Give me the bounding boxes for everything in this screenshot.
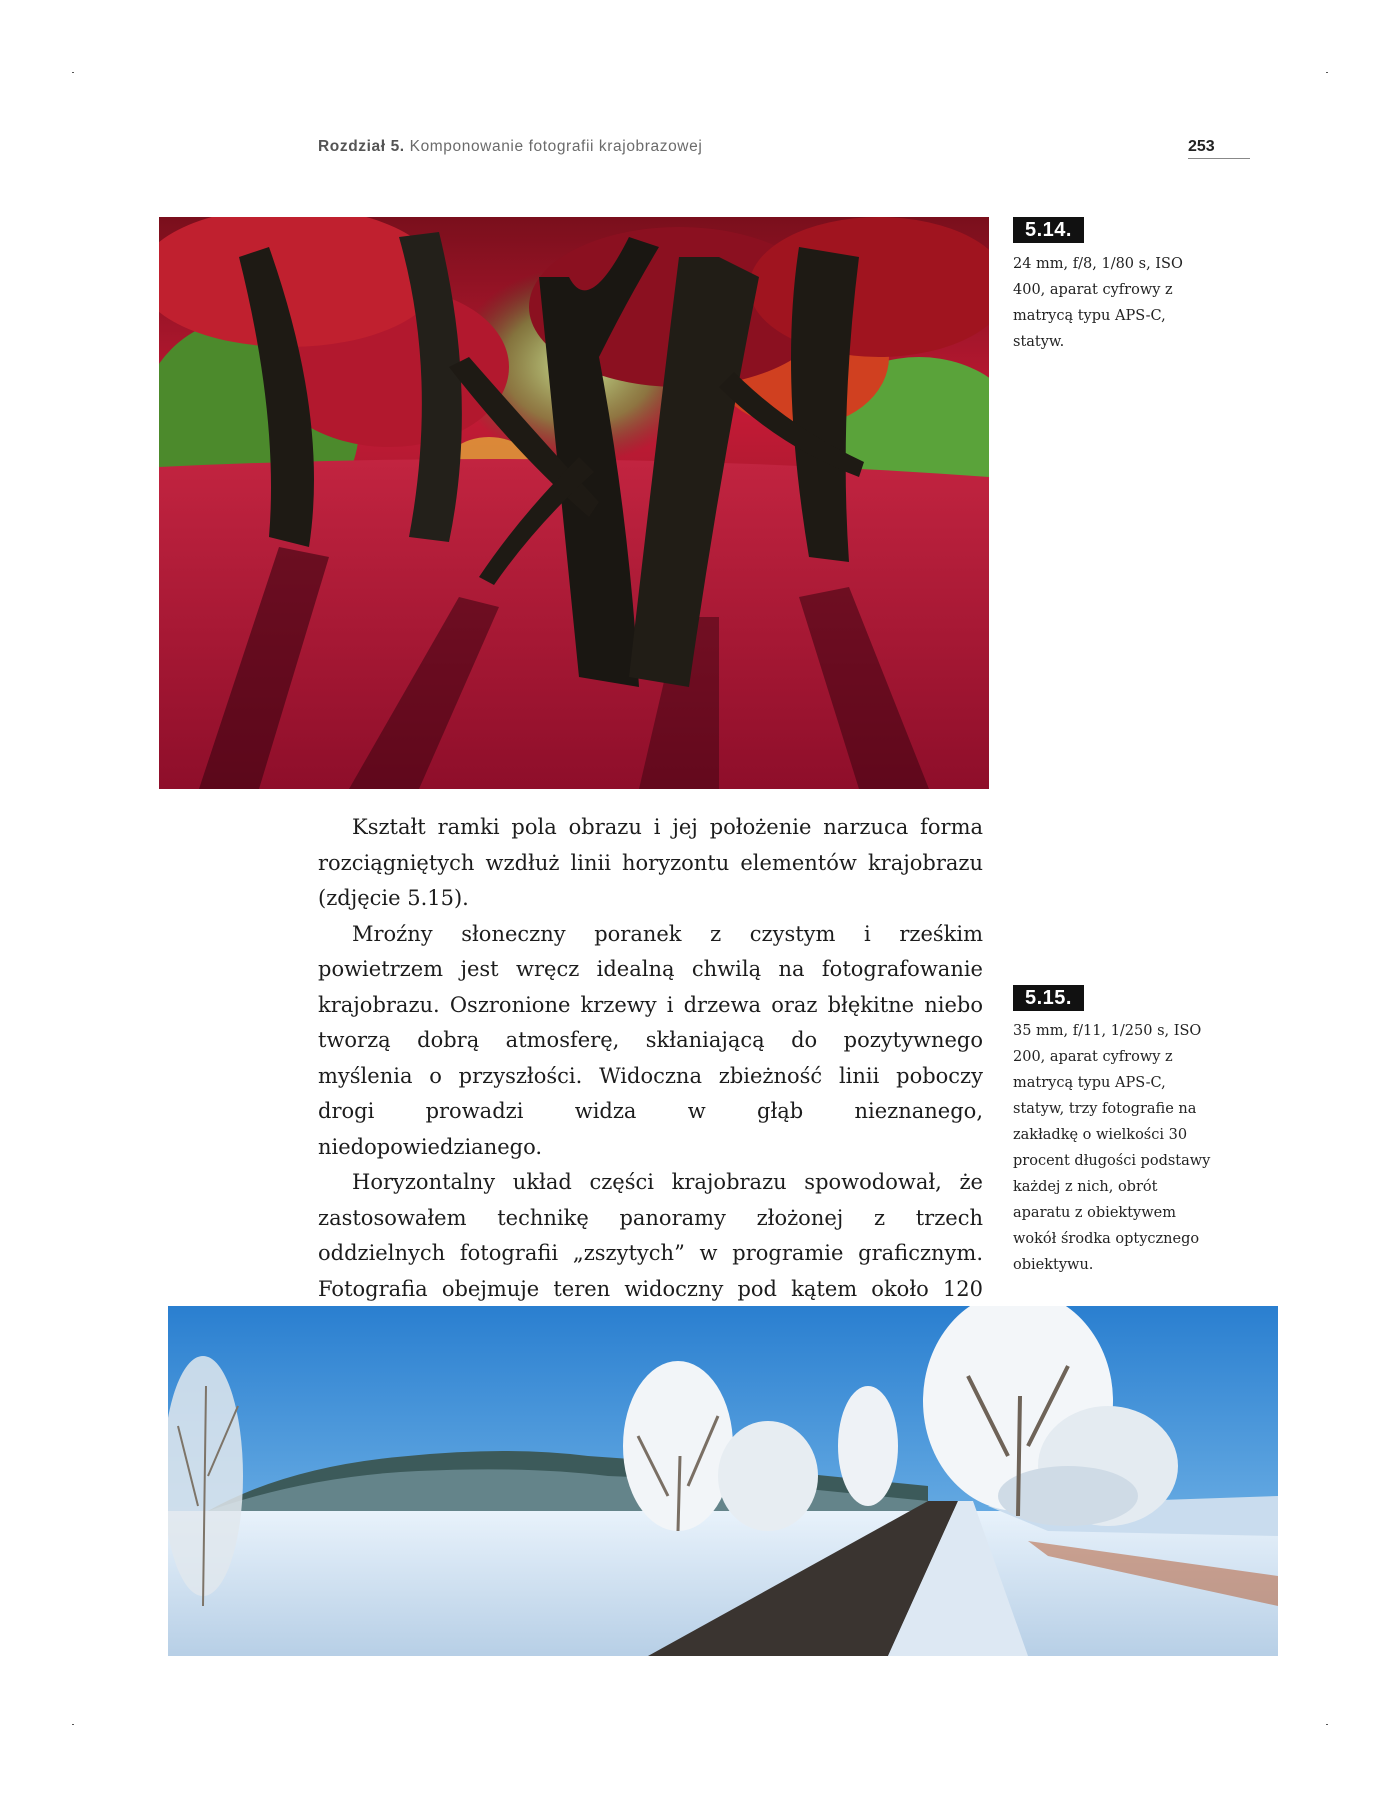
autumn-trees-image xyxy=(159,217,989,789)
figure-caption-5-15: 35 mm, f/11, 1/250 s, ISO 200, aparat cyfrowy z matrycą typu APS-C, statyw, trzy fotografie na zakładkę o wielkości 30 procent długości podstawy każdej z nich, obrót aparatu z obiektywem wokół środka optycznego obiektywu. xyxy=(1013,1023,1211,1273)
body-text xyxy=(318,810,983,1343)
figure-label-5-14: 5.14. xyxy=(1013,217,1084,243)
crop-mark xyxy=(1326,1724,1328,1725)
winter-panorama-image xyxy=(168,1306,1278,1656)
crop-mark xyxy=(72,72,74,73)
chapter-title: Komponowanie fotografii krajobrazowej xyxy=(409,138,703,155)
crop-mark xyxy=(1326,72,1328,73)
figure-label-5-15: 5.15. xyxy=(1013,985,1084,1011)
photo-winter-panorama xyxy=(168,1306,1278,1656)
figure-caption-5-14: 24 mm, f/8, 1/80 s, ISO 400, aparat cyfrowy z matrycą typu APS-C, statyw. xyxy=(1013,256,1183,350)
body-paragraph: Horyzontalny układ części krajobrazu spowodował, że zastosowałem technikę panoramy złożonej z trzech oddzielnych fotografii „zszytych” w programie graficznym. Fotografia obejmuje teren widoczny pod kątem około 120 xyxy=(318,1170,983,1301)
chapter-heading xyxy=(318,138,702,156)
page-number: 253 xyxy=(1188,138,1250,159)
photo-autumn-trees xyxy=(159,217,989,789)
body-paragraph: Kształt ramki pola obrazu i jej położenie narzuca forma rozciągniętych wzdłuż linii horyzontu elementów krajobrazu (zdjęcie 5.15). xyxy=(318,815,983,910)
chapter-label: Rozdział 5. xyxy=(318,138,405,155)
running-header xyxy=(318,138,1250,160)
body-paragraph: Mroźny słoneczny poranek z czystym i rześkim powietrzem jest wręcz idealną chwilą na fotografowanie krajobrazu. Oszronione krzewy i drzewa oraz błękitne niebo tworzą dobrą atmosferę, skłaniającą do pozytywnego myślenia o przyszłości. Widoczna zbieżność linii poboczy drogi prowadzi widza w głąb nieznanego, niedopowiedzianego. xyxy=(318,921,983,1159)
crop-mark xyxy=(72,1724,74,1725)
